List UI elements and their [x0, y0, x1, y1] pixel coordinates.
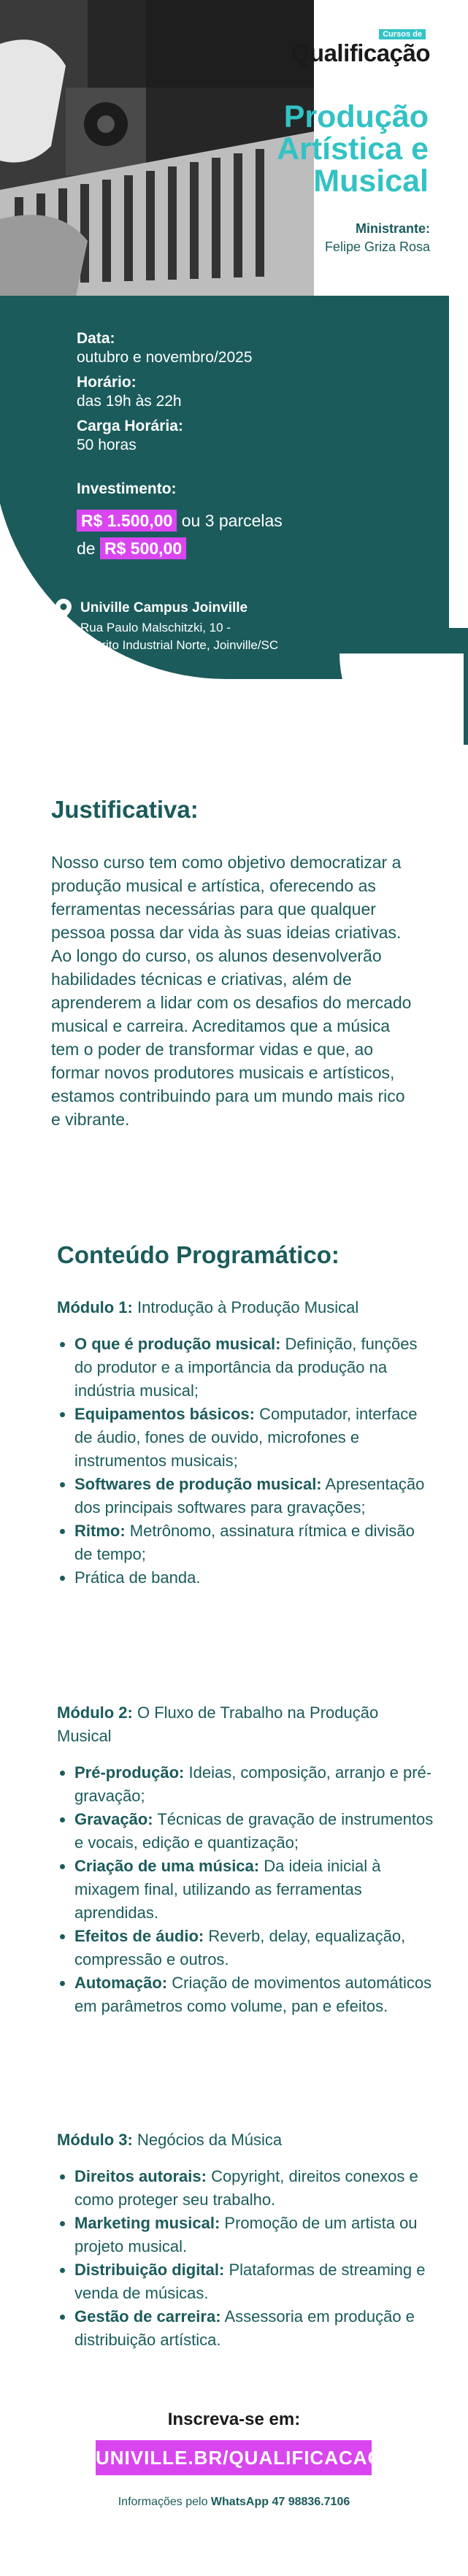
price-line-2 [77, 539, 186, 559]
course-title [188, 101, 429, 197]
module-1 [57, 1296, 437, 1590]
signup-link[interactable]: UNIVILLE.BR/QUALIFICACAO [96, 2440, 372, 2475]
address-line: Distrito Industrial Norte, Joinville/SC [80, 638, 279, 652]
brand-logo-top: Cursos de [379, 29, 426, 39]
carga-label: Carga Horária: [77, 418, 183, 434]
title-line: Musical [313, 164, 429, 199]
list-item: • Efeitos de áudio: Reverb, delay, equalização, compressão e outros. [74, 1925, 437, 1971]
list-item: • Distribuição digital: Plataformas de streaming e venda de músicas. [74, 2258, 437, 2305]
price-full: R$ 1.500,00 [77, 510, 177, 532]
list-item: • Pré-produção: Ideias, composição, arranjo e pré-gravação; [74, 1761, 437, 1808]
campus-name: Univille Campus Joinville [80, 600, 248, 616]
list-item: • Prática de banda. [74, 1566, 437, 1590]
data-value: outubro e novembro/2025 [77, 349, 253, 366]
carga-value: 50 horas [77, 437, 137, 453]
ministrante-label: Ministrante: [355, 221, 430, 236]
list-item: • Criação de uma música: Da ideia inicial à mixagem final, utilizando as ferramentas aprendidas. [74, 1855, 437, 1925]
price-parcel: R$ 500,00 [100, 537, 186, 559]
module-3 [57, 2128, 437, 2352]
justificativa-heading: Justificativa: [51, 796, 199, 823]
list-item: • O que é produção musical: Definição, funções do produtor e a importância da produção na indústria musical; [74, 1333, 437, 1403]
module-title: Módulo 3: Negócios da Música [57, 2131, 283, 2149]
module-list [57, 1761, 437, 2018]
list-item: • Automação: Criação de movimentos automáticos em parâmetros como volume, pan e efeitos. [74, 1971, 437, 2018]
list-item: • Ritmo: Metrônomo, assinatura rítmica e divisão de tempo; [74, 1519, 437, 1566]
bubble-tail-cut [340, 653, 464, 770]
investimento-label: Investimento: [77, 480, 177, 497]
campus-address [80, 619, 278, 654]
ministrante-name: Felipe Griza Rosa [324, 239, 430, 254]
module-title: Módulo 1: Introdução à Produção Musical [57, 1298, 359, 1316]
title-line: Artística e [277, 131, 429, 166]
list-item: • Gravação: Técnicas de gravação de instrumentos e vocais, edição e quantização; [74, 1808, 437, 1855]
address-line: Rua Paulo Malschitzki, 10 - [80, 621, 231, 635]
brand-logo-name: Qualificação [291, 39, 430, 66]
list-item: • Marketing musical: Promoção de um artista ou projeto musical. [74, 2212, 437, 2258]
justificativa-text: Nosso curso tem como objetivo democratizar a produção musical e artística, oferecendo as ferramentas necessárias para que qualquer pessoa possa dar vida às suas ideias criativas. Ao longo do curso, os alunos desenvolverão habilidades técnicas e criativas, além de aprenderem a lidar com os desafios do mercado musical e carreira. Acreditamos que a música tem o poder de transformar vidas e que, ao formar novos produtores musicais e artísticos, estamos contribuindo para um mundo mais rico e vibrante. [51, 853, 412, 1129]
list-item: • Equipamentos básicos: Computador, interface de áudio, fones de ouvido, microfones e instrumentos musicais; [74, 1403, 437, 1473]
list-item: • Direitos autorais: Copyright, direitos conexos e como proteger seu trabalho. [74, 2165, 437, 2212]
module-list [57, 2165, 437, 2352]
list-item: • Gestão de carreira: Assessoria em produção e distribuição artística. [74, 2305, 437, 2352]
module-list [57, 1333, 437, 1590]
contact-info: Informações pelo WhatsApp 47 98836.7106 [118, 2496, 350, 2508]
price-line-1 [77, 511, 283, 531]
title-line: Produção [283, 99, 429, 134]
module-2 [57, 1701, 437, 2018]
horario-label: Horário: [77, 374, 137, 391]
conteudo-heading: Conteúdo Programático: [57, 1241, 340, 1268]
whatsapp-number[interactable]: WhatsApp 47 98836.7106 [210, 2496, 350, 2508]
de-text: de [77, 539, 96, 558]
horario-value: das 19h às 22h [77, 393, 182, 410]
cta-label: Inscreva-se em: [167, 2410, 301, 2429]
location-pin-icon [55, 599, 72, 619]
list-item: • Softwares de produção musical: Apresentação dos principais softwares para gravações; [74, 1473, 437, 1519]
data-label: Data: [77, 330, 115, 347]
module-title: Módulo 2: O Fluxo de Trabalho na Produção Musical [57, 1703, 379, 1745]
ou-text: ou 3 parcelas [181, 511, 283, 530]
